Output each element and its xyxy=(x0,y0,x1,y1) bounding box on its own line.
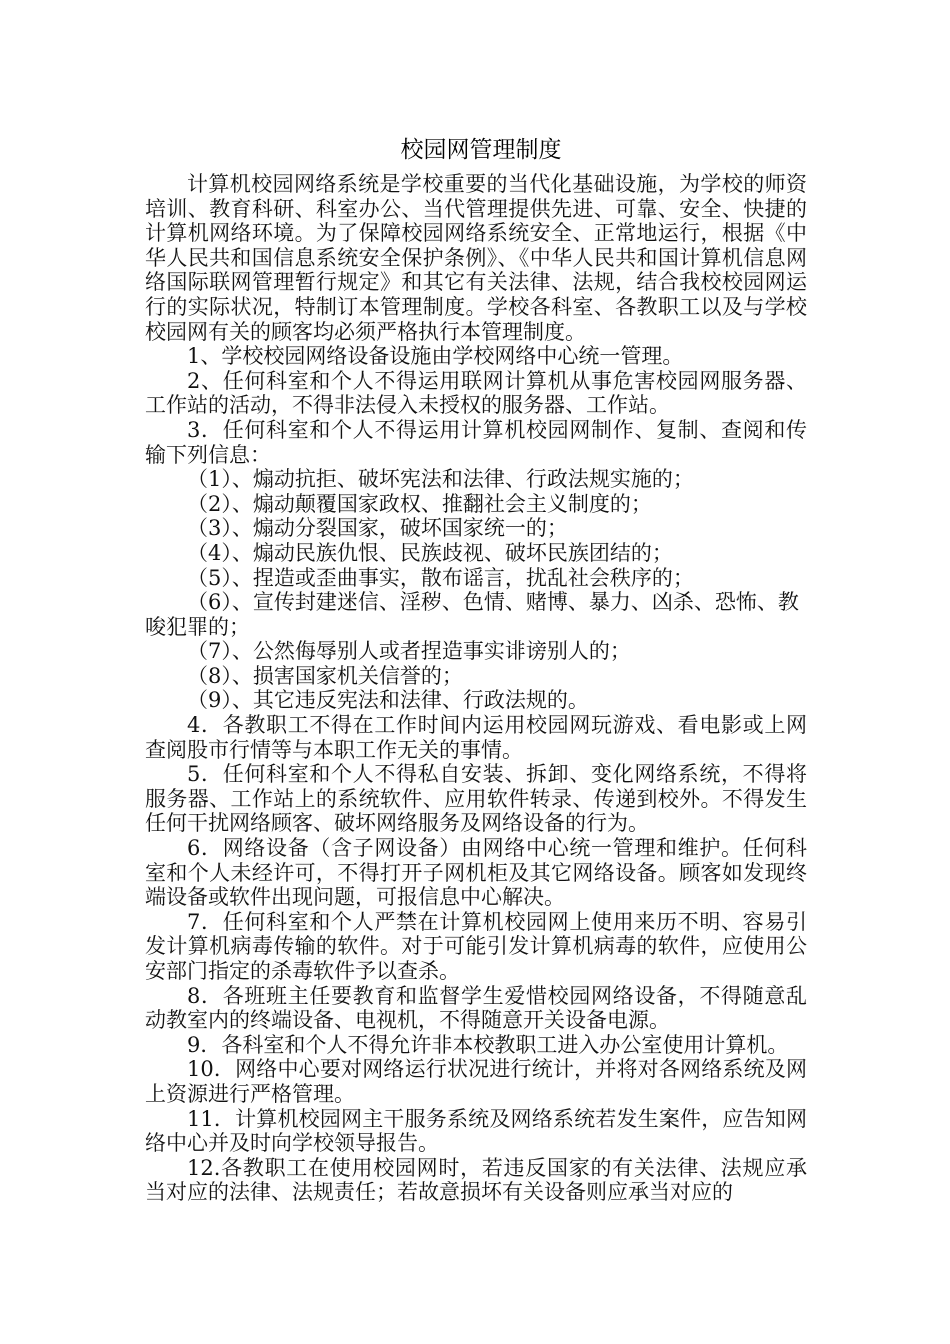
document-page xyxy=(145,130,807,1205)
sub-item-9: （9）、其它违反宪法和法律、行政法规的。 xyxy=(187,688,589,713)
sub-item-4: （4）、煽动民族仇恨、民族歧视、破坏民族团结的； xyxy=(187,540,673,565)
rule-5: 5．任何科室和个人不得私自安装、拆卸、变化网络系统，不得将服务器、工作站上的系统软件、应用软件转录、传递到校外。不得发生任何干扰网络顾客、破坏网络服务及网络设备的行为。 xyxy=(145,762,807,836)
rule-1: 1、学校校园网络设备设施由学校网络中心统一管理。 xyxy=(187,344,684,369)
rule-9: 9．各科室和个人不得允许非本校教职工进入办公室使用计算机。 xyxy=(187,1032,789,1057)
sub-item-1: （1）、煽动抗拒、破坏宪法和法律、行政法规实施的； xyxy=(187,467,694,492)
sub-item-7: （7）、公然侮辱别人或者捏造事实诽谤别人的； xyxy=(187,639,631,664)
document-title: 校园网管理制度 xyxy=(400,137,562,163)
rule-7: 7．任何科室和个人严禁在计算机校园网上使用来历不明、容易引发计算机病毒传输的软件。对于可能引发计算机病毒的软件，应使用公安部门指定的杀毒软件予以查杀。 xyxy=(145,909,807,983)
sub-item-6: （6）、宣传封建迷信、淫秽、色情、赌博、暴力、凶杀、恐怖、教唆犯罪的； xyxy=(145,590,799,639)
rule-8: 8．各班班主任要教育和监督学生爱惜校园网络设备，不得随意乱动教室内的终端设备、电视机，不得随意开关设备电源。 xyxy=(145,983,807,1033)
rule-6: 6．网络设备（含子网设备）由网络中心统一管理和维护。任何科室和个人未经许可，不得打开子网机柜及其它网络设备。顾客如发现终端设备或软件出现问题，可报信息中心解决。 xyxy=(145,836,807,910)
sub-item-8: （8）、损害国家机关信誉的； xyxy=(187,663,463,688)
intro-paragraph: 计算机校园网络系统是学校重要的当代化基础设施，为学校的师资培训、教育科研、科室办公、当代管理提供先进、可靠、安全、快捷的计算机网络环境。为了保障校园网络系统安全、正常地运行，根据《中华人民共和国信息系统安全保护条例》、《中华人民共和国计算机信息网络国际联网管理暂行规定》和其它有关法律、法规，结合我校校园网运行的实际状况，特制订本管理制度。学校各科室、各教职工以及与学校校园网有关的顾客均必须严格执行本管理制度。 xyxy=(145,172,807,344)
sub-item-2: （2）、煽动颠覆国家政权、推翻社会主义制度的； xyxy=(187,491,652,516)
sub-item-3: （3）、煽动分裂国家，破坏国家统一的； xyxy=(187,516,568,541)
rule-3: 3．任何科室和个人不得运用计算机校园网制作、复制、查阅和传输下列信息： xyxy=(145,417,807,467)
rule-10: 10．网络中心要对网络运行状况进行统计，并将对各网络系统及网上资源进行严格管理。 xyxy=(145,1057,807,1106)
rule-11: 11．计算机校园网主干服务系统及网络系统若发生案件，应告知网络中心并及时向学校领导报告。 xyxy=(145,1106,807,1156)
rule-12: 12.各教职工在使用校园网时，若违反国家的有关法律、法规应承当对应的法律、法规责任；若故意损坏有关设备则应承当对应的 xyxy=(145,1155,807,1205)
sub-item-5: （5）、捏造或歪曲事实，散布谣言，扰乱社会秩序的； xyxy=(187,565,694,590)
rule-2: 2、任何科室和个人不得运用联网计算机从事危害校园网服务器、工作站的活动，不得非法侵入未授权的服务器、工作站。 xyxy=(145,368,807,418)
document-body xyxy=(145,172,807,1205)
rule-4: 4．各教职工不得在工作时间内运用校园网玩游戏、看电影或上网查阅股市行情等与本职工作无关的事情。 xyxy=(145,713,807,762)
